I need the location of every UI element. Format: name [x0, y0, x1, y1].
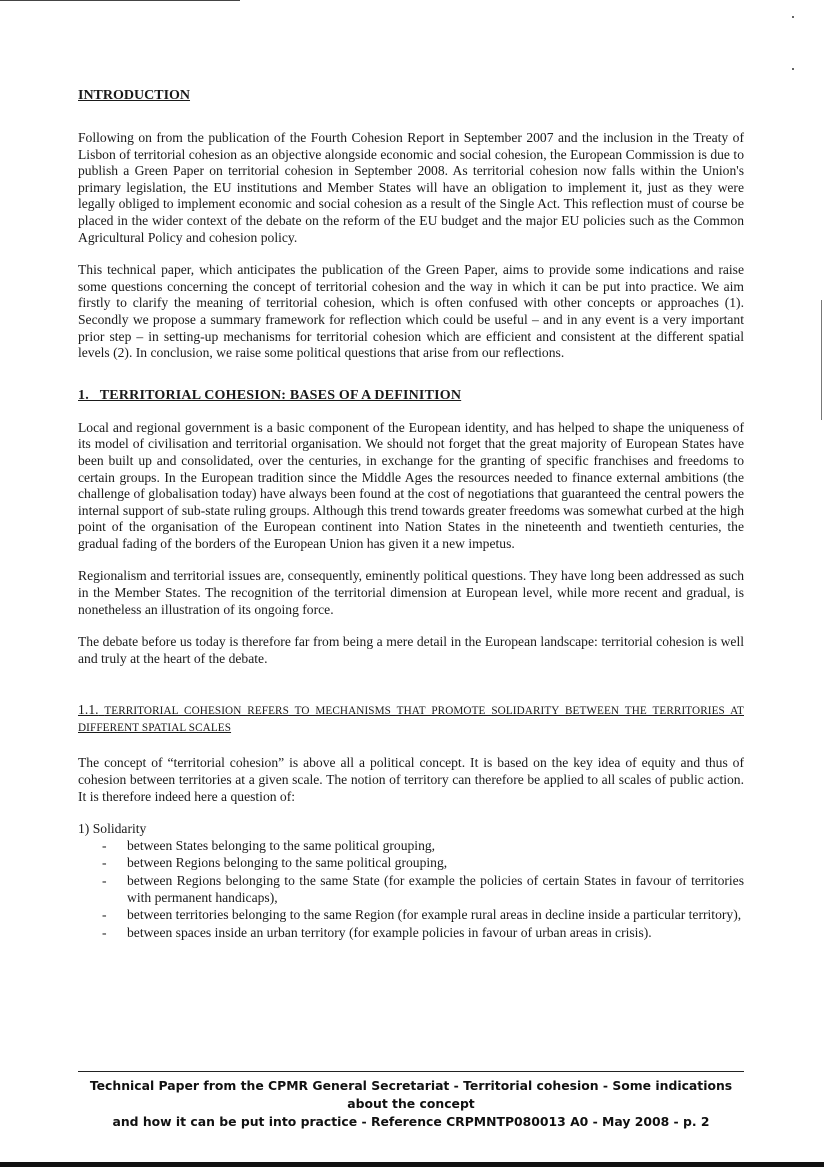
bottom-scan-bar [0, 1162, 824, 1167]
introduction-heading: INTRODUCTION [78, 88, 191, 103]
page-footer [78, 1071, 744, 1131]
section-1-paragraph-1: Local and regional government is a basic component of the European identity, and has helped to shape the uniqueness of its model of civilisation and territorial organisation. We should not forget that the great majority of European States have been built up and consolidated, over the centuries, in exchange for the granting of specific franchises and freedoms to certain groups. In the European tradition since the Middle Ages the resources needed to finance external ambitions (the challenge of globalisation today) have always been found at the cost of negotiations that guaranteed the central powers the internal support of sub-state ruling groups. Although this trend towards greater freedoms was somewhat curbed at the high point of the organisation of the European continent into Nation States in the nineteenth and twentieth centuries, the gradual fading of the borders of the European Union has given it a new impetus. [78, 419, 744, 551]
section-1-heading: 1. TERRITORIAL COHESION: BASES OF A DEFINITION [78, 387, 462, 403]
intro-paragraph-1: Following on from the publication of the Fourth Cohesion Report in September 2007 and the inclusion in the Treaty of Lisbon of territorial cohesion as an objective alongside economic and social cohesion, the European Commission is due to publish a Green Paper on territorial cohesion in September 2008. As territorial cohesion now falls within the Union's primary legislation, the EU institutions and Member States will have an obligation to implement it, just as they were legally obliged to implement economic and social cohesion as a result of the Single Act. This reflection must of course be placed in the wider context of the debate on the reform of the EU budget and the major EU policies such as the Common Agricultural Policy and cohesion policy. [78, 130, 744, 245]
section-1-1-number: 1.1. [78, 702, 99, 718]
right-scan-edge [821, 300, 822, 420]
section-1-1-title: TERRITORIAL COHESION REFERS TO MECHANISMS THAT PROMOTE SOLIDARITY BETWEEN THE TERRITORIES AT DIFFERENT SPATIAL SCALES [78, 705, 744, 735]
intro-paragraph-2: This technical paper, which anticipates the publication of the Green Paper, aims to provide some indications and raise some questions concerning the concept of territorial cohesion and the way in which it can be put into practice. We aim firstly to clarify the meaning of territorial cohesion, which is often confused with other concepts or approaches (1). Secondly we propose a summary framework for reflection which could be useful – and in any event is a very important prior step – in setting-up mechanisms for territorial cohesion which are efficient and consistent at the different spatial levels (2). In conclusion, we raise some political questions that arise from our reflections. [78, 262, 744, 361]
list-item: - between Regions belonging to the same political grouping, [102, 855, 448, 871]
solidarity-title: 1) Solidarity [78, 821, 147, 837]
scan-speck [792, 68, 794, 70]
footer-line-2: and how it can be put into practice - Reference CRPMNTP080013 A0 - May 2008 - p. 2 [112, 1114, 710, 1129]
document-body [78, 88, 744, 942]
footer-line-1: Technical Paper from the CPMR General Secretariat - Territorial cohesion - Some indications about the concept [89, 1078, 733, 1111]
list-item: - between States belonging to the same political grouping, [102, 837, 436, 853]
top-scan-line [0, 0, 240, 1]
bullet-dash: - [102, 924, 107, 940]
scan-speck [792, 16, 794, 18]
bullet-dash: - [102, 873, 107, 888]
bullet-dash: - [102, 855, 107, 871]
list-item: - between Regions belonging to the same State (for example the policies of certain States in favour of territories with permanent handicaps), [102, 873, 744, 905]
section-1-paragraph-3: The debate before us today is therefore far from being a mere detail in the European landscape: territorial cohesion is well and truly at the heart of the debate. [78, 634, 744, 666]
section-1-1-heading [78, 701, 744, 737]
bullet-dash: - [102, 837, 107, 853]
list-item: - between territories belonging to the same Region (for example rural areas in decline inside a particular territory), [102, 907, 742, 923]
list-item: - between spaces inside an urban territory (for example policies in favour of urban areas in crisis). [102, 924, 652, 940]
section-1-1-paragraph: The concept of “territorial cohesion” is above all a political concept. It is based on the key idea of equity and thus of cohesion between territories at a given scale. The notion of territory can therefore be applied to all scales of public action. It is therefore indeed here a question of: [78, 755, 744, 804]
solidarity-list [78, 838, 744, 942]
section-1-paragraph-2: Regionalism and territorial issues are, consequently, eminently political questions. They have long been addressed as such in the Member States. The recognition of the territorial dimension at European level, while more recent and gradual, is nonetheless an illustration of its ongoing force. [78, 568, 744, 617]
bullet-dash: - [102, 907, 107, 923]
